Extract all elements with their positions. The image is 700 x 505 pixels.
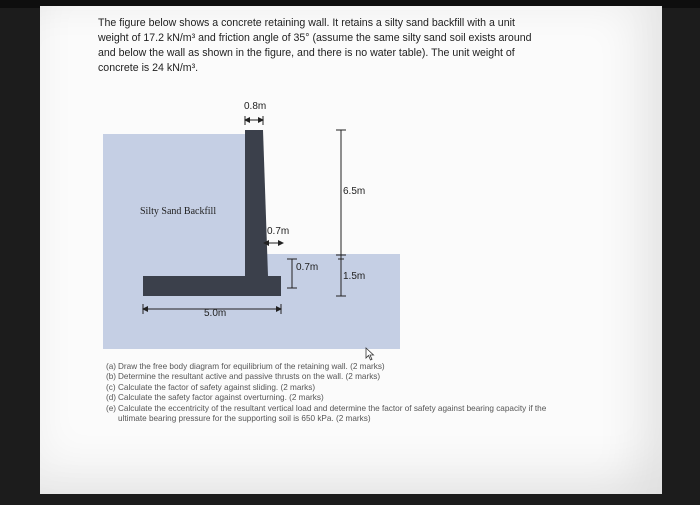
question-item: [106, 383, 556, 393]
question-text: Calculate the factor of safety against sliding. (2 marks): [118, 382, 316, 392]
question-number: (c): [106, 382, 116, 392]
dim-label-base-width: 5.0m: [204, 308, 227, 319]
question-number: (b): [106, 372, 117, 382]
question-text: Calculate the eccentricity of the resultant vertical load and determine the factor of safety against bearing capacity if the ultimate bearing pressure for the supporting soil is 650 kPa. (2 marks): [118, 403, 547, 424]
question-item: [106, 393, 556, 403]
question-number: (d): [106, 393, 117, 403]
problem-intro-text: The figure below shows a concrete retaining wall. It retains a silty sand backfill with a unit weight of 17.2 kN/m³ and friction angle of 35° (assume the same silty sand soil exists around and below the wall as shown in the figure, and there is no water table). The unit weight of concrete is 24 kN/m³.: [98, 17, 532, 74]
question-item: [106, 372, 556, 382]
backfill-label: Silty Sand Backfill: [140, 206, 217, 217]
dim-label-top-width: 0.8m: [244, 101, 267, 112]
question-item: [106, 362, 556, 372]
question-number: (a): [106, 362, 117, 371]
question-text: Draw the free body diagram for equilibrium of the retaining wall. (2 marks): [118, 362, 385, 371]
question-item: [106, 404, 556, 425]
dim-label-front-soil: 1.5m: [343, 271, 366, 282]
question-list: [106, 362, 556, 424]
front-soil: [255, 254, 400, 349]
question-text: Determine the resultant active and passive thrusts on the wall. (2 marks): [118, 372, 381, 382]
retaining-wall-base: [143, 276, 281, 296]
question-text: Calculate the safety factor against overturning. (2 marks): [118, 393, 324, 403]
document-page: [40, 6, 662, 494]
dim-label-stem-bottom: 0.7m: [267, 226, 290, 237]
backfill-soil: [103, 134, 255, 349]
question-number: (e): [106, 403, 117, 413]
mouse-pointer-icon: [365, 347, 375, 361]
dim-label-base-thickness: 0.7m: [296, 262, 319, 273]
dim-label-height: 6.5m: [343, 186, 366, 197]
retaining-wall-stem: [245, 130, 268, 276]
